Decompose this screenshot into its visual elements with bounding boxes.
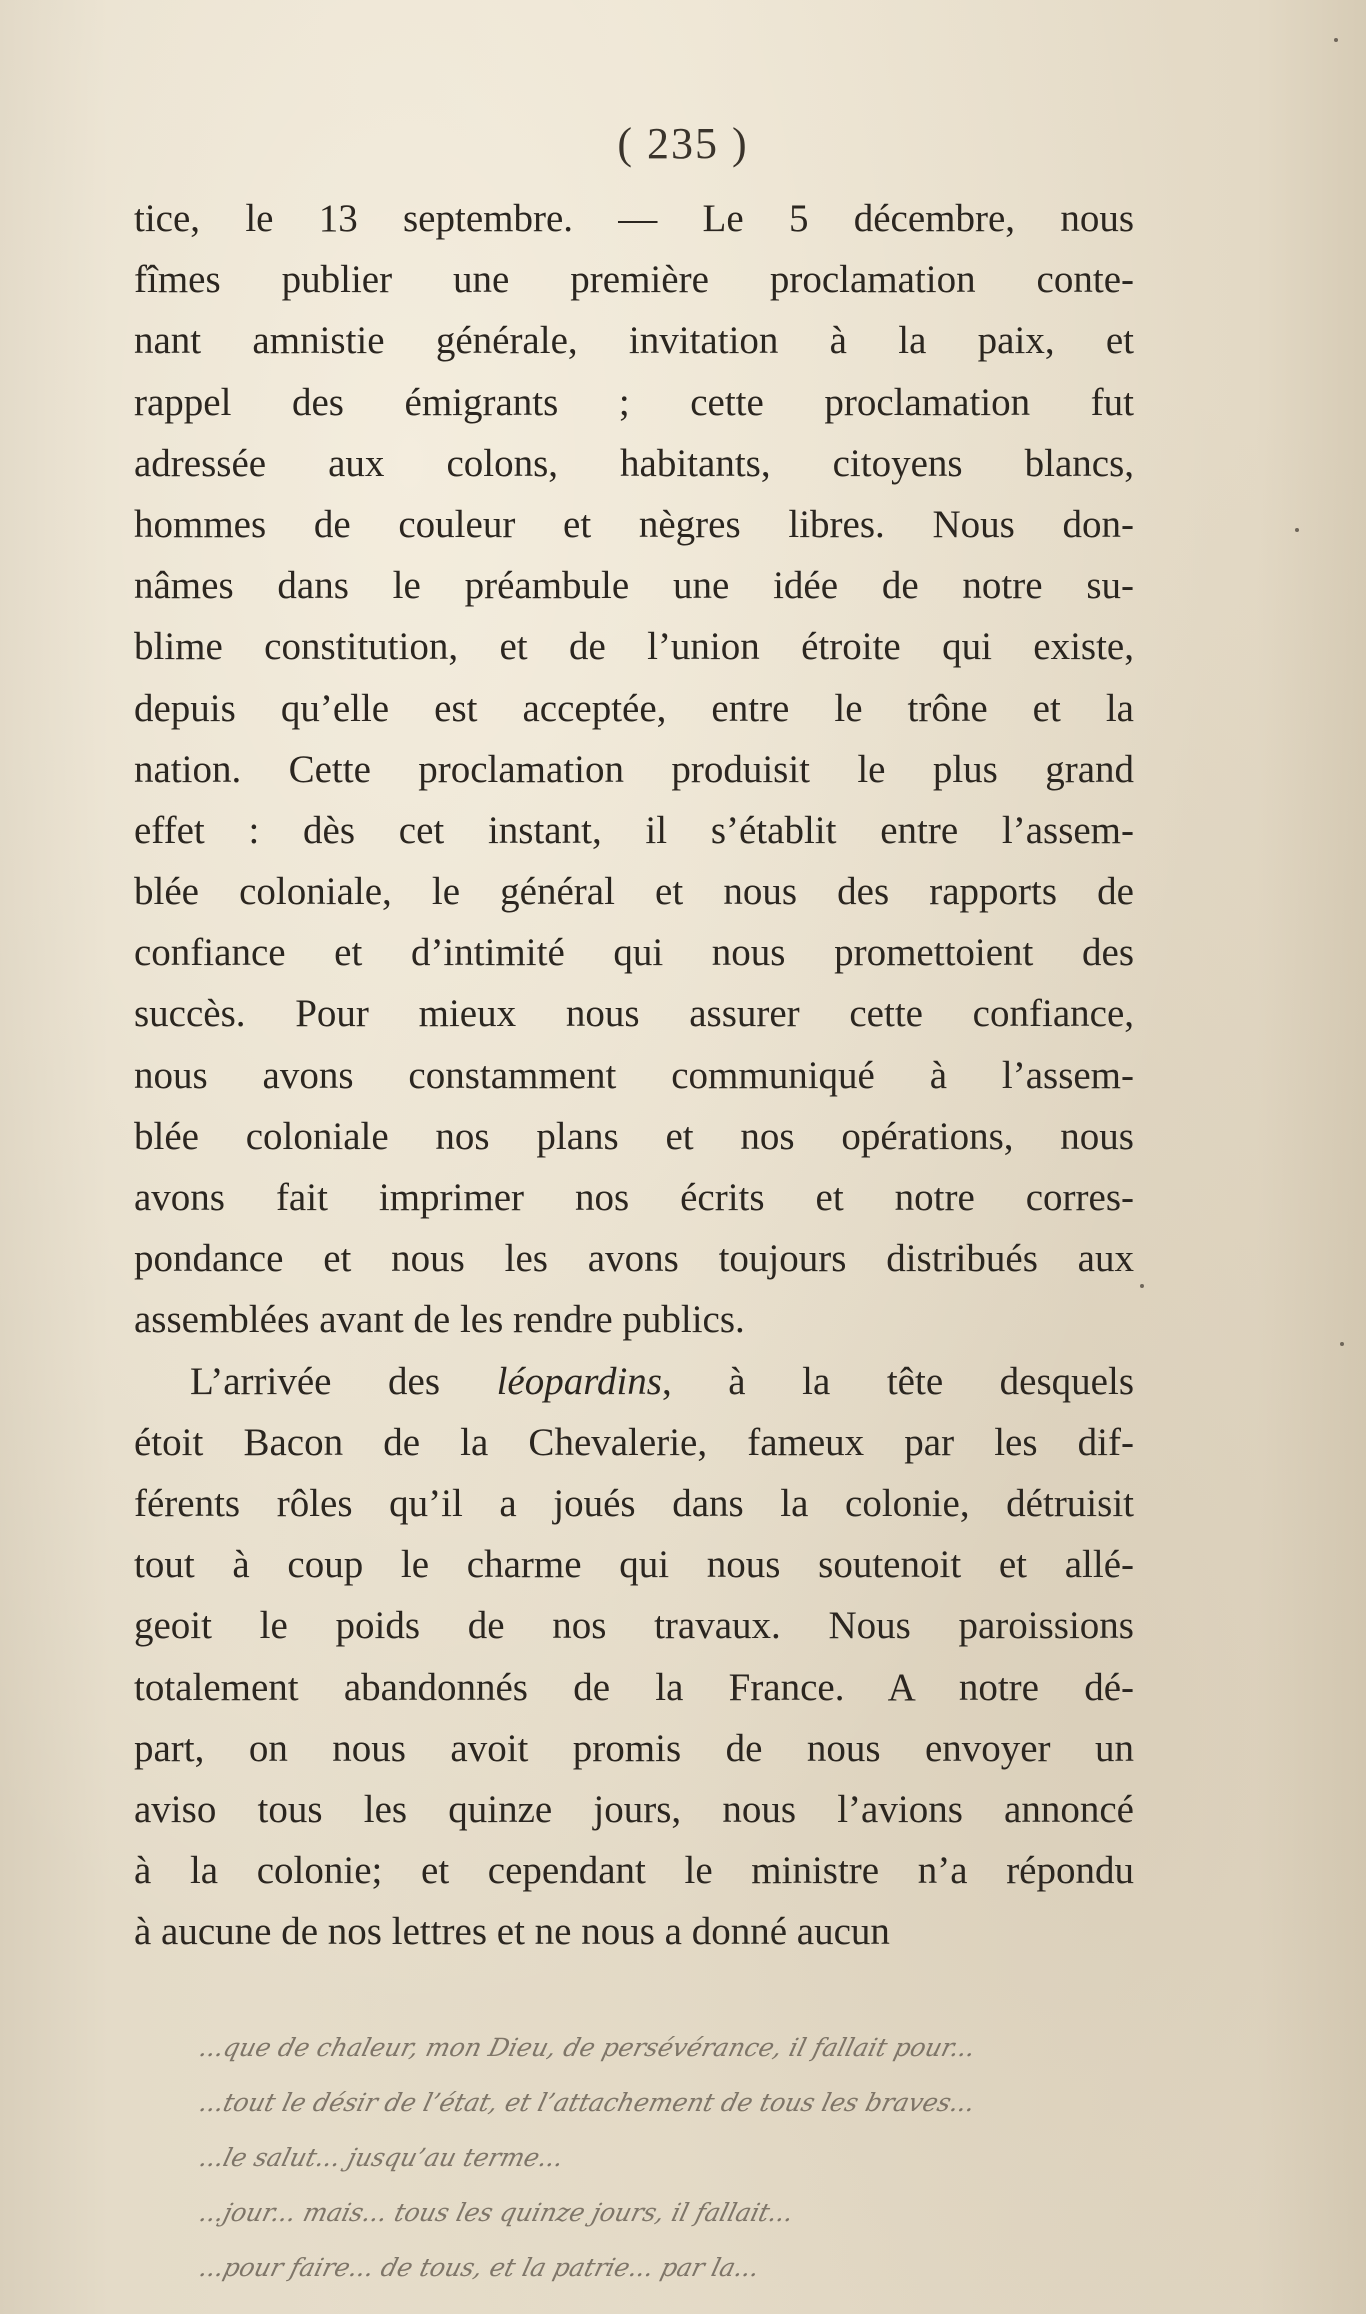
text-line: à la colonie; et cependant le ministre n’a répondu	[134, 1849, 1134, 1893]
text-line: étoit Bacon de la Chevalerie, fameux par les dif-	[134, 1420, 1134, 1464]
text-line: effet : dès cet instant, il s’établit entre l’assem-	[134, 808, 1134, 852]
text-line: blime constitution, et de l’union étroite qui existe,	[134, 625, 1134, 669]
text-line: adressée aux colons, habitants, citoyens blancs,	[134, 441, 1134, 485]
body-text	[134, 188, 1134, 1962]
text-line: nation. Cette proclamation produisit le plus grand	[134, 747, 1134, 791]
text-line: nous avons constamment communiqué à l’assem-	[134, 1053, 1134, 1097]
paragraph-1	[134, 188, 1134, 1351]
text-line: hommes de couleur et nègres libres. Nous don-	[134, 502, 1134, 546]
line-suffix: , à la tête desquels	[661, 1359, 1134, 1403]
text-line: nant amnistie générale, invitation à la paix, et	[134, 319, 1134, 363]
text-line: assemblées avant de les rendre publics.	[134, 1298, 745, 1342]
handwritten-line: ...pour faire... de tous, et la patrie... par la...	[196, 2253, 763, 2282]
paper-speck	[1334, 38, 1338, 42]
handwritten-notes	[196, 2020, 1240, 2295]
text-line: part, on nous avoit promis de nous envoyer un	[134, 1726, 1134, 1770]
text-line: nâmes dans le préambule une idée de notre su-	[134, 564, 1134, 608]
line-prefix: L’arrivée des	[190, 1359, 497, 1403]
text-line-first	[134, 1351, 1134, 1412]
text-line: confiance et d’intimité qui nous promettoient des	[134, 931, 1134, 975]
text-line: à aucune de nos lettres et ne nous a donné aucun	[134, 1910, 890, 1954]
text-line: blée coloniale, le général et nous des rapports de	[134, 870, 1134, 914]
italic-term: léopardins	[496, 1359, 662, 1403]
text-line: geoit le poids de nos travaux. Nous paroissions	[134, 1604, 1134, 1648]
text-line: succès. Pour mieux nous assurer cette confiance,	[134, 992, 1134, 1036]
paragraph-2	[134, 1351, 1134, 1963]
text-line: depuis qu’elle est acceptée, entre le trône et la	[134, 686, 1134, 730]
text-line: avons fait imprimer nos écrits et notre corres-	[134, 1176, 1134, 1219]
text-line: rappel des émigrants ; cette proclamation fut	[134, 380, 1134, 424]
text-line: blée coloniale nos plans et nos opérations, nous	[134, 1114, 1134, 1158]
text-line: totalement abandonnés de la France. A notre dé-	[134, 1665, 1134, 1709]
paper-speck	[1295, 528, 1299, 532]
handwritten-line: ...tout le désir de l’état, et l’attachement de tous les braves...	[196, 2088, 979, 2117]
text-line: aviso tous les quinze jours, nous l’avions annoncé	[134, 1787, 1134, 1831]
text-line: tice, le 13 septembre. — Le 5 décembre, nous	[134, 197, 1134, 240]
text-line: fîmes publier une première proclamation conte-	[134, 258, 1134, 302]
handwritten-line: ...le salut... jusqu’au terme...	[196, 2143, 567, 2172]
handwritten-line: ...que de chaleur, mon Dieu, de persévérance, il fallait pour...	[196, 2033, 979, 2062]
text-line: pondance et nous les avons toujours distribués aux	[134, 1237, 1134, 1281]
paper-speck	[1340, 1342, 1344, 1346]
page-number: ( 235 )	[617, 119, 749, 168]
text-line: tout à coup le charme qui nous soutenoit et allé-	[134, 1543, 1134, 1587]
text-line: férents rôles qu’il a joués dans la colonie, détruisit	[134, 1481, 1134, 1525]
handwritten-line: ...jour... mais... tous les quinze jours, il fallait...	[196, 2198, 797, 2227]
paper-speck	[1140, 1284, 1144, 1288]
